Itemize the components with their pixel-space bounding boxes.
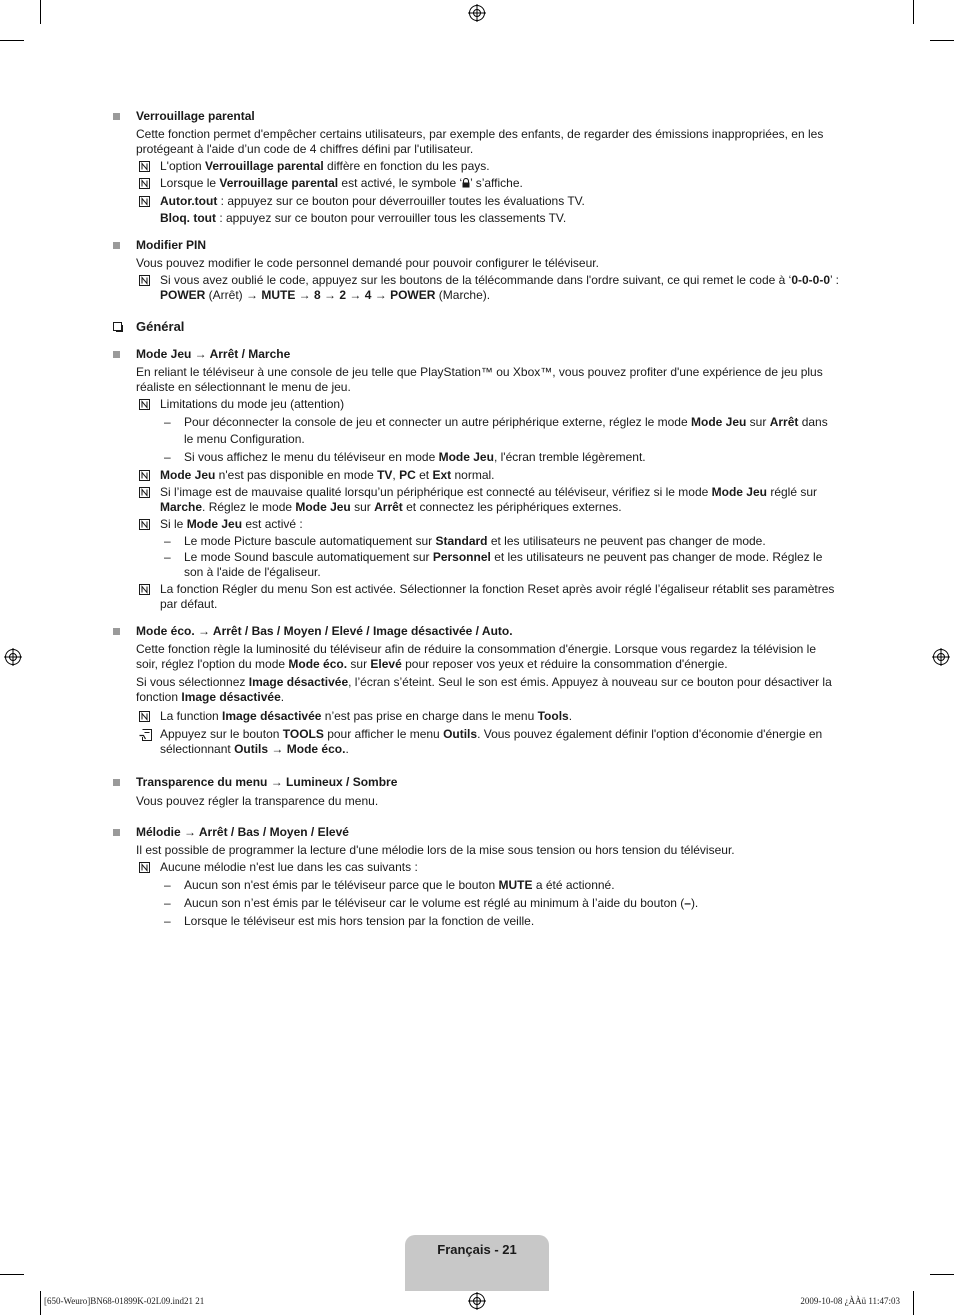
note: Si le Mode Jeu est activé :	[136, 517, 840, 532]
section-mode-jeu	[110, 347, 840, 612]
checkbox-bullet-icon	[113, 322, 122, 331]
note-icon	[139, 161, 150, 172]
print-slug-right: 2009-10-08 ¿ÀÀü 11:47:03	[800, 1296, 900, 1306]
crop-mark	[930, 40, 954, 41]
section-bullet	[113, 779, 120, 786]
crop-mark	[913, 1291, 914, 1315]
section-description: Cette fonction permet d'empêcher certains utilisateurs, par exemple des enfants, de regarder des émissions inappropriées, en les protégeant à l'aide d’un code de 4 chiffres défini par l'utilisateur.	[136, 127, 824, 156]
tools-icon	[139, 729, 150, 740]
dash-item: – Aucun son n'est émis par le téléviseur parce que le bouton MUTE a été actionné.	[164, 878, 615, 892]
section-title: Mode Jeu → Arrêt / Marche	[136, 347, 291, 361]
registration-mark-icon	[468, 1292, 486, 1310]
print-slug-left: [650-Weuro]BN68-01899K-02L09.ind21 21	[44, 1296, 205, 1306]
section-bullet	[113, 351, 120, 358]
dash-item: – Si vous affichez le menu du téléviseur en mode Mode Jeu, l'écran tremble légèrement.	[164, 450, 646, 464]
section-verrouillage-parental	[110, 109, 840, 226]
note-icon	[139, 178, 150, 189]
page-number: Français - 21	[437, 1242, 517, 1257]
note-icon	[139, 519, 150, 530]
dash-item: – Aucun son n’est émis par le téléviseur car le volume est réglé au minimum à l’aide du bouton (–).	[164, 896, 699, 910]
section-paragraph: Si vous sélectionnez Image désactivée, l’écran s’éteint. Seul le son est émis. Appuyez à nouveau sur ce bouton pour désactiver la fonction Image désactivée.	[136, 675, 832, 704]
note-icon	[139, 275, 150, 286]
crop-mark	[0, 1274, 24, 1275]
note: Aucune mélodie n'est lue dans les cas suivants :	[136, 860, 840, 875]
dash-item: – Le mode Sound bascule automatiquement sur Personnel et les utilisateurs ne peuvent pas changer de mode. Réglez le son à l'aide de l'égaliseur.	[164, 550, 823, 579]
crop-mark	[0, 40, 24, 41]
note: Lorsque le Verrouillage parental est activé, le symbole ‘ ’ s’affiche.	[136, 176, 840, 192]
note-icon	[139, 487, 150, 498]
note: L'option Verrouillage parental diffère en fonction du les pays.	[136, 159, 840, 174]
section-mode-eco	[110, 624, 840, 757]
note: La function Image désactivée n’est pas prise en charge dans le menu Tools.	[136, 709, 840, 724]
note-icon	[139, 862, 150, 873]
subheading-general: Général	[110, 319, 840, 335]
dash-item: – Le mode Picture bascule automatiquement sur Standard et les utilisateurs ne peuvent pas changer de mode.	[164, 534, 766, 548]
note: Appuyez sur le bouton TOOLS pour afficher le menu Outils. Vous pouvez également définir l'option d'économie d'énergie en sélectionnant Outils → Mode éco..	[136, 727, 840, 757]
section-title: Modifier PIN	[136, 238, 207, 252]
note-icon	[139, 470, 150, 481]
section-title: Mélodie → Arrêt / Bas / Moyen / Elevé	[136, 825, 349, 839]
note-icon	[139, 584, 150, 595]
section-description: Il est possible de programmer la lecture d'une mélodie lors de la mise sous tension ou hors tension du téléviseur.	[136, 843, 735, 857]
section-bullet	[113, 242, 120, 249]
note: Autor.tout : appuyez sur ce bouton pour déverrouiller toutes les évaluations TV.	[136, 194, 840, 209]
section-title: Mode éco. → Arrêt / Bas / Moyen / Elevé / Image désactivée / Auto.	[136, 624, 513, 638]
note-icon	[139, 196, 150, 207]
crop-mark	[930, 1274, 954, 1275]
dash-item: – Pour déconnecter la console de jeu et connecter un autre périphérique externe, réglez le mode Mode Jeu sur Arrêt dans le menu Configuration.	[164, 415, 828, 446]
note: Si vous avez oublié le code, appuyez sur les boutons de la télécommande dans l'ordre suivant, ce qui remet le code à ‘0-0-0-0’ : POWER (Arrêt) → MUTE → 8 → 2 → 4 → POWER (Marche).	[136, 273, 840, 303]
section-description: En reliant le téléviseur à une console de jeu telle que PlayStation™ ou Xbox™, vous pouvez profiter d'une expérience de jeu plus réaliste en sélectionnant le menu de jeu.	[136, 365, 823, 394]
note-icon	[139, 711, 150, 722]
section-paragraph: Cette fonction règle la luminosité du téléviseur afin de réduire la consommation d'énergie. Lorsque vous regardez la télévision le soir, réglez l'option du mode Mode éco. sur Elevé pour reposer vos yeux et réduire la consommation d'énergie.	[136, 642, 817, 671]
section-description: Vous pouvez modifier le code personnel demandé pour pouvoir configurer le téléviseur.	[136, 256, 599, 270]
section-title: Verrouillage parental	[136, 109, 255, 123]
crop-mark	[40, 0, 41, 24]
crop-mark	[913, 0, 914, 24]
registration-mark-icon	[932, 648, 950, 666]
section-bullet	[113, 628, 120, 635]
note-icon	[139, 399, 150, 410]
section-modifier-pin	[110, 238, 840, 303]
lock-icon	[462, 177, 470, 192]
page-content	[110, 109, 840, 942]
note-continuation: Bloq. tout : appuyez sur ce bouton pour verrouiller tous les classements TV.	[160, 211, 567, 225]
crop-mark	[40, 1291, 41, 1315]
section-melodie	[110, 825, 840, 930]
note: Mode Jeu n'est pas disponible en mode TV, PC et Ext normal.	[136, 468, 840, 483]
dash-item: – Lorsque le téléviseur est mis hors tension par la fonction de veille.	[164, 914, 535, 928]
section-title: Transparence du menu → Lumineux / Sombre	[136, 775, 398, 789]
section-bullet	[113, 113, 120, 120]
section-description: Vous pouvez régler la transparence du menu.	[136, 794, 379, 808]
registration-mark-icon	[4, 648, 22, 666]
section-bullet	[113, 829, 120, 836]
note: Si l’image est de mauvaise qualité lorsqu’un périphérique est connecté au téléviseur, vérifiez si le mode Mode Jeu réglé sur Marche. Réglez le mode Mode Jeu sur Arrêt et connectez les périphériques externes.	[136, 485, 840, 515]
note: Limitations du mode jeu (attention)	[136, 397, 840, 412]
note: La fonction Régler du menu Son est activée. Sélectionner la fonction Reset après avoir réglé l’égaliseur rétablit ses paramètres par défaut.	[136, 582, 840, 612]
registration-mark-icon	[468, 4, 486, 22]
section-transparence-menu	[110, 775, 840, 809]
